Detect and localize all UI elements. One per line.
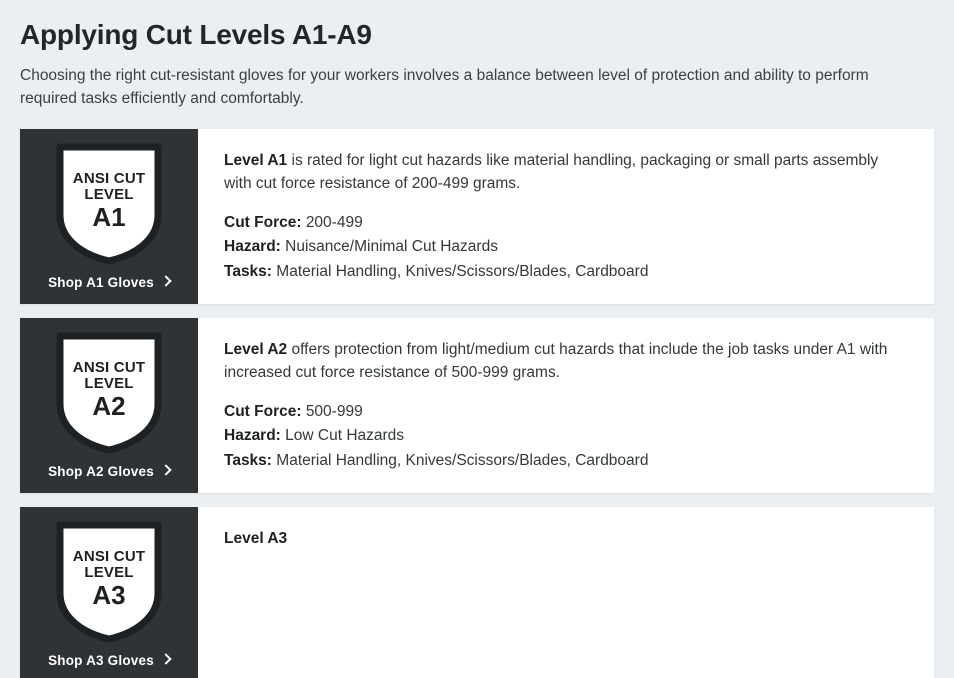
badge-level-label: LEVEL <box>84 185 134 203</box>
level-description <box>224 527 910 550</box>
chevron-right-icon <box>160 654 171 665</box>
hazard-value: Nuisance/Minimal Cut Hazards <box>285 238 498 256</box>
level-card <box>20 129 934 304</box>
tasks-line <box>224 449 910 473</box>
hazard-line <box>224 424 910 448</box>
shop-gloves-label: Shop A3 Gloves <box>48 652 154 668</box>
tasks-value: Material Handling, Knives/Scissors/Blades, Cardboard <box>276 451 649 469</box>
tasks-label: Tasks: <box>224 451 272 469</box>
ansi-cut-level-shield <box>56 332 162 454</box>
cut-force-line <box>224 211 910 235</box>
cut-force-label: Cut Force: <box>224 214 302 232</box>
tasks-label: Tasks: <box>224 262 272 280</box>
cut-force-label: Cut Force: <box>224 403 302 421</box>
level-lead: Level A3 <box>224 529 288 547</box>
level-card <box>20 318 934 493</box>
chevron-right-icon <box>160 465 171 476</box>
badge-level-code: A3 <box>92 580 126 611</box>
level-details <box>198 129 934 304</box>
badge-panel <box>20 507 198 678</box>
badge-panel <box>20 129 198 304</box>
shop-gloves-link[interactable] <box>48 653 170 668</box>
badge-level-label: LEVEL <box>84 563 134 581</box>
level-description <box>224 149 910 196</box>
level-details <box>198 507 934 678</box>
level-description <box>224 338 910 385</box>
badge-level-code: A2 <box>92 391 126 422</box>
level-description-text: is rated for light cut hazards like material handling, packaging or small parts assembly with cut force resistance of 200-499 grams. <box>224 151 879 192</box>
badge-panel <box>20 318 198 493</box>
intro-paragraph: Choosing the right cut-resistant gloves for your workers involves a balance between level of protection and ability to perform required tasks efficiently and comfortably. <box>20 66 869 108</box>
cut-force-value: 500-999 <box>305 403 363 421</box>
level-card <box>20 507 934 678</box>
tasks-value: Material Handling, Knives/Scissors/Blades, Cardboard <box>276 262 649 280</box>
shop-gloves-label: Shop A2 Gloves <box>48 463 154 479</box>
hazard-line <box>224 235 910 259</box>
shop-gloves-link[interactable] <box>48 464 170 479</box>
level-description-text: offers protection from light/medium cut hazards that include the job tasks under A1 with increased cut force resistance of 500-999 grams. <box>224 340 888 381</box>
ansi-cut-level-shield <box>56 521 162 643</box>
badge-ansi-label: ANSI CUT <box>72 358 146 376</box>
shop-gloves-link[interactable] <box>48 275 170 290</box>
chevron-right-icon <box>160 276 171 287</box>
tasks-line <box>224 260 910 284</box>
badge-level-code: A1 <box>92 202 126 233</box>
ansi-cut-level-shield <box>56 143 162 265</box>
badge-ansi-label: ANSI CUT <box>72 169 146 187</box>
hazard-label: Hazard: <box>224 238 281 256</box>
badge-ansi-label: ANSI CUT <box>72 547 146 565</box>
level-lead: Level A2 <box>224 340 288 358</box>
level-details <box>198 318 934 493</box>
page-title: Applying Cut Levels A1-A9 <box>20 19 372 50</box>
badge-level-label: LEVEL <box>84 374 134 392</box>
hazard-label: Hazard: <box>224 427 281 445</box>
hazard-value: Low Cut Hazards <box>285 427 405 445</box>
shop-gloves-label: Shop A1 Gloves <box>48 274 154 290</box>
cut-force-line <box>224 400 910 424</box>
cut-force-value: 200-499 <box>305 214 363 232</box>
level-lead: Level A1 <box>224 151 288 169</box>
